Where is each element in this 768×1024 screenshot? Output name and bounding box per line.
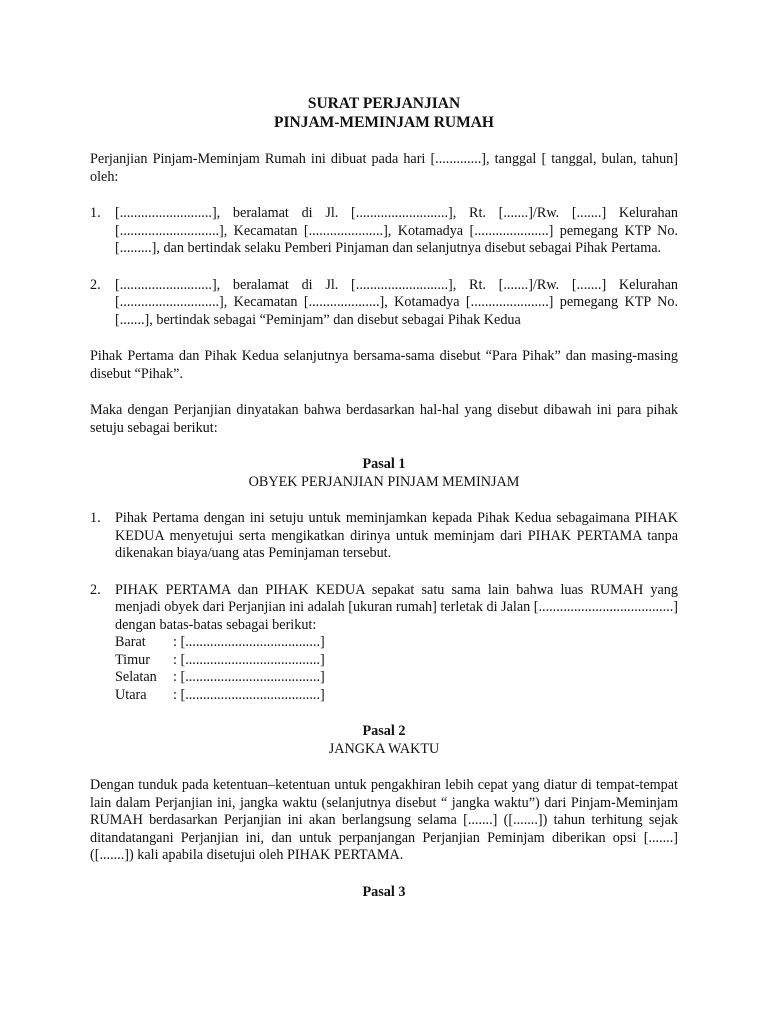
- pasal-3-number: Pasal 3: [362, 883, 406, 900]
- boundary-value: : [......................................]: [173, 669, 325, 685]
- party-item-2: [90, 277, 678, 330]
- para-pihak-paragraph: Pihak Pertama dan Pihak Kedua selanjutnya bersama-sama disebut “Para Pihak” dan masing-masing disebut “Pihak”.: [90, 348, 678, 382]
- boundary-label: Utara: [115, 686, 147, 703]
- pasal-1-title: OBYEK PERJANJIAN PINJAM MEMINJAM: [248, 473, 520, 490]
- list-number: 2.: [90, 276, 101, 293]
- pasal-1-number: Pasal 1: [362, 456, 406, 472]
- pasal-1-item-text: Pihak Pertama dengan ini setuju untuk meminjamkan kepada Pihak Kedua sebagaimana PIHAK KEDUA menyetujui serta mengikatkan dirinya untuk meminjam dari PIHAK PERTAMA tanpa dikenakan biaya/uang atas Peminjaman tersebut.: [115, 510, 678, 561]
- boundary-row-barat: [115, 634, 678, 652]
- boundary-label: Timur: [115, 651, 150, 668]
- list-number: 2.: [90, 581, 101, 598]
- pasal-1-item-2: [90, 582, 678, 635]
- document-title-line2: PINJAM-MEMINJAM RUMAH: [274, 114, 494, 131]
- party-item-1: [90, 205, 678, 258]
- list-number: 1.: [90, 510, 101, 526]
- pasal-1-item-text: PIHAK PERTAMA dan PIHAK KEDUA sepakat satu sama lain bahwa luas RUMAH yang menjadi obyek dari Perjanjian ini adalah [ukuran rumah] terletak di Jalan [......................................] dengan batas-batas sebagai berikut:: [115, 581, 679, 633]
- boundary-row-utara: [115, 687, 678, 705]
- boundary-list: [115, 634, 678, 704]
- maka-paragraph: Maka dengan Perjanjian dinyatakan bahwa berdasarkan hal-hal yang disebut dibawah ini para pihak setuju sebagai berikut:: [90, 402, 678, 436]
- pasal-1-item-1: [90, 510, 678, 563]
- party-text: [..........................], beralamat di Jl. [..........................], Rt. [.......]/Rw. [.......] Kelurahan [............................], Kecamatan [....................], Kotamadya [......................] pemegang KTP No. [.......], bertindak sebagai “Peminjam” dan disebut sebagai Pihak Kedua: [115, 276, 678, 328]
- boundary-value: : [......................................]: [173, 686, 325, 703]
- boundary-value: : [......................................]: [173, 634, 325, 650]
- pasal-2-paragraph: Dengan tunduk pada ketentuan–ketentuan untuk pengakhiran lebih cepat yang diatur di tempat-tempat lain dalam Perjanjian ini, jangka waktu (selanjutnya disebut “ jangka waktu”) dari Pinjam-Meminjam RUMAH berdasarkan Perjanjian ini akan berlangsung selama [.......] ([.......]) tahun terhitung sejak ditandatangani Perjanjian ini, dan untuk perpanjangan Perjanjian Peminjam diberikan opsi [.......] ([.......]) kali apabila disetujui oleh PIHAK PERTAMA.: [90, 777, 678, 863]
- document-title-line1: SURAT PERJANJIAN: [307, 95, 461, 112]
- boundary-row-timur: [115, 652, 678, 670]
- pasal-2-number: Pasal 2: [362, 723, 406, 739]
- list-number: 1.: [90, 205, 101, 221]
- boundary-value: : [......................................]: [173, 651, 325, 668]
- boundary-label: Barat: [115, 634, 146, 650]
- boundary-row-selatan: [115, 669, 678, 687]
- document-body: [90, 94, 678, 901]
- party-text: [..........................], beralamat di Jl. [..........................], Rt. [.......]/Rw. [.......] Kelurahan [............................], Kecamatan [.....................], Kotamadya [.....................] pemegang KTP No. [.........], dan bertindak selaku Pemberi Pinjaman dan selanjutnya disebut sebagai Pihak Pertama.: [115, 205, 678, 256]
- boundary-label: Selatan: [115, 669, 157, 685]
- pasal-2-title: JANGKA WAKTU: [328, 740, 440, 757]
- intro-paragraph: Perjanjian Pinjam-Meminjam Rumah ini dibuat pada hari [.............], tanggal [ tanggal, bulan, tahun] oleh:: [90, 151, 678, 185]
